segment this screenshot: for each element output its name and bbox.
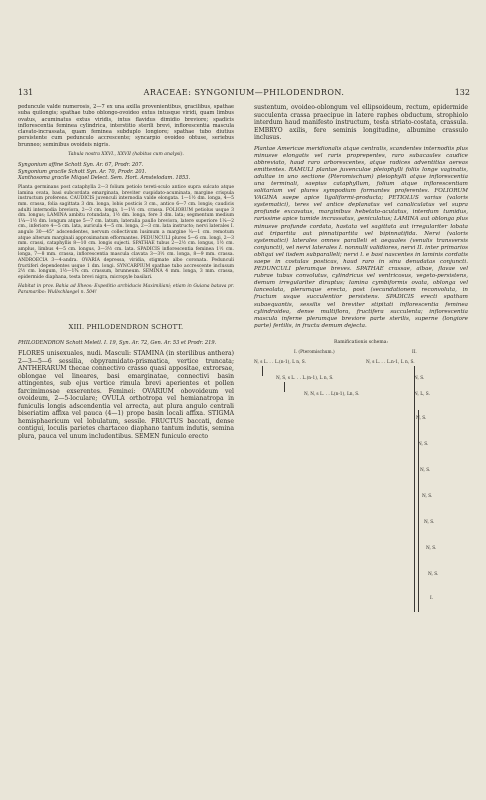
schema-line-2: N, s L. . . L.n-1, L n, S. [366,360,415,366]
schema-col2-5: N, S. [424,520,435,526]
tabula-reference: Tabula nostra XXVI., XXVII (habitus cum analysi). [68,152,184,158]
page-header [18,88,470,100]
schema-title: Ramificationis schema: [333,339,389,345]
schema-connector [284,382,285,392]
schema-line-5: N, N, s L. . . L(n-1), Ln, S. [304,392,360,398]
schema-col2-2: N, S. [418,442,429,448]
genus-habit-description: Plantae Americae meridionalis atque centralis, scandentes internodiis plus minusve elongatis vel raris proprepentes, raro subacaules caudice abbreviato, haud raro arborescentes, atque radices adventitias aereas emittentes. RAMULI plantae juvenculae pleiophylli foliis longe vaginatis, adultae in uno sectione (Pteromischum) pleiophylli atque inflorescentia una terminali, saepius cataphyllum, folium atque inflorescentiam solitariam vel plures sympodium formantes proferentes. FOLIORUM VAGINA saepe apice ligaliformi-producta; PETIOLUS varius (valoris systematici), teres vel antice deplanatus vel canaliculatus vel supra profunde excavatus, marginibus hebetato-acutatus, interdum tumidus, rarissime apice tumide incrassatus, geniculatus; LAMINA aut oblonga plus minusve profunde cordata, hastata vel sagittata aut irregulariter lobata aut tripartita aut pinnatipartita vel bipinnatifida. Nervi (valoris systematici) laterales omnes paralleli et aequales (venulis transversis conjuncti), vel nervi laterales I. nonnulli validiores, nervi II. inter primarios obliqui vel iisdem subparalleli; nervi l. e basi nascentes in laminis cordatis saepe in costulas posticas, haud raro in sinu denudatas conjuncti. PEDUNCULI plerumque breves. SPATHAE crassae, albae, flavae vel rubrae tubus convolutus, cylindricus vel ventricosus, vegeto-persistens, demum irregulariter diruptus; lamina cymbiformis ovata, oblonga vel lanceolata, plerumque erecta, post (secundationem reconvoluta, in fructum usque succulentior persistens. SPADICIS erecti spatham subaequantis, sessilis vel breviter stipitati inflorescentia feminea cylindroidea, dense multiflora, fructifera succulenta; inflorescentia mascula inferne plerumque breviore parte sterilis, superne (longiore parte) fertilis, in fructu demum dejecta. [254,145,468,329]
intro-paragraph: peduncule valde numerosis, 2—7 ex una axilla provenientibus, gracilibus, spathae suba quilongis; spathae tubo oblongo-ovoideo extus intusque viridi, quam limbus ovatus, acuminatus extus viridis, intus flavidus dimidio breviore; spadicis inflorescentia feminea cylindrica, interstitio sterili brevi, inflorescentia mascula clavato-incrassata, quam feminea subduplo longiore; spathae tubo diutius persistente cum pedunculo accrescente; syncarpio ovoideo obtuse, seriebus brunneo; seminibus ovoideis nigris. [18,104,234,148]
schema-connector [262,366,263,376]
running-title: ARACEAE: SYNGONIUM—PHILODENDRON. [143,88,345,97]
schema-axis [418,410,419,612]
synonym-3: Xanthosoma gracile Miquel Delect. Sem. Hort. Amstelodam. 1853. [18,174,191,181]
page-number-right: 132 [454,88,470,97]
schema-col2-6: N, S. [426,546,437,552]
genus-description: FLORES unisexuales, nudi. Masculi: STAMINA (in sterilibus anthera) 2—3—5—6 sessilia, obpyramidato-prismatica, vertice truncata; ANTHERARUM thecae connectivo crasso quasi appositae, extrorsae, oblongae vel lineares, basi emarginatae, connectivi basin attingentes, sub ejus vertice rimula brevi aperientes et pollen farcimimosae exserentes. Feminei: OVARIUM obovoideum vel ovoideum, 2—5-loculare; OVULA orthotropa vel hemianatropa in funiculis longis adscendentia vel arrecta, aut plura angulo centrali biseriatim affixa vel pauca (4—1) prope basin locali affixa. STIGMA hemisphaericum vel lobulatum, sessile. FRUCTUS baccati, dense contigui, loculis parietes chartaceo diaphano tantum indutis, semina plura, pauca vel unum includentibus. SEMEN funiculo erecto [18,350,234,440]
habitat-note: Habitat in prov. Bahia ad Ilheos: Expeditio archiducis Maximiliani; etiam in Guiana batava pr. Paramaribo: Wullschlaegel n. 504! [18,284,234,295]
schema-axis [414,366,415,612]
species-description: Planta germinans post cataphylla 2—3 folium petiolo tereti-sculo antice supra sulcato atque lamina ovata, basi subcordata emarginata, breviter cuspidato-acuminata, margine crispula instructum proferens. CAUDICIS juvenculi internodia valde elongata. 1—1½ dm. longa, 4—5 mm. crassa, folia sagittata 3 dm. longa, lobis posticis 3 cm., antico 6—7 cm. longis; caudicis adulti internodia breviora, 2—3 cm. longa, 1—1½ cm. crassa. FOLIORUM petiolus usque 3 dm. longus; LAMINA ambitu rotundata, 1½ dm. longa, fere 3 dm. lata; segmentum medium 1¼—1½ dm. longum atque 5—7 cm. latum, lateralia paullo breviora, latere superiore 1¼—2 cm., inferiore 4—5 cm. lata, auricula 4—5 cm. longa, 2—3 cm. lata instructo; nervi laterales I. angulo 30—45° adscendentes, nervum collectivum lusimum a margine ¼—1 cm. remotum atque alterum marginali approximatum efformantes. PEDUNCULI plures 5—6 cm. longi, 2—3 mm. crassi, cataphyllis 8—10 cm. longis sujecti. SPATHAE tubus 2—2½ cm. longus, 1½ cm. amplus, limbus 4—5 cm. longus, 3—3½ cm. lata. SPADICIS inflorescentia feminea 1½ cm. longa, 7—8 mm. crassa, inflorescentia mascula clavata 3—3½ cm. longa, 8—9 mm. crassa. ANDROECIA 3—4-andra. OVARIA depressa, viridia, stigmate albo coronata. Pedunculi fructiferi dependentes usque 1 dm. longi. SYNCARPIUM spathae tubo accrescente inclusum 2½ cm. longum, 1½—1¾ cm. crassum, brunneum. SEMINA 4 mm. longa, 3 mm. crassa, epidermide diaphana, testa brevi nigra, micropyle basilari. [18,185,234,280]
schema-line-1: N, s L. . . L.(n-1), L n, S. [254,360,306,366]
page-number-left: 131 [18,88,34,97]
genus-description-continued: sustentum, ovoideo-oblongum vel ellipsoideum, rectum, epidermide succulenta crassa praecipue in latere raphes obductum, strophiolo interdum haud manifesto instructum, testa striato-costata, crassula. EMBRYO axilis, fere seminis longitudine, albumine crassulo inclusus. [254,104,468,141]
section-heading: XIII. PHILODENDRON SCHOTT. [68,322,184,331]
schema-head-ii: II. [412,350,417,356]
schema-line-3: N, S, s L. . . L.(n-1), L n, S. [276,376,334,382]
schema-col2-7: N, S. [428,572,439,578]
schema-col2-3: N, S. [420,468,431,474]
schema-head-i: I. (Pteromischum.) [294,350,335,356]
schema-col2-1: N, S. [416,416,427,422]
schema-line-6: N, L, S. [414,392,430,398]
synonym-2: Syngonium gracile Schott Syn. Ar. 70, Prodr. 201. [18,168,147,175]
right-column [254,104,468,645]
schema-col2-tail: I. [430,596,434,602]
left-column [18,104,234,444]
synonym-1: Syngonium affine Schott Syn. Ar. 67, Prodr. 207. [18,162,144,169]
schema-col2-4: N, S. [422,494,433,500]
genus-reference: PHILODENDRON Schott Meletl. I. 19, Syn. Ar. 72, Gen. Ar. 53 et Prodr. 219. [18,339,217,346]
ramification-schema [254,350,468,645]
schema-line-4: N, S. [414,376,425,382]
